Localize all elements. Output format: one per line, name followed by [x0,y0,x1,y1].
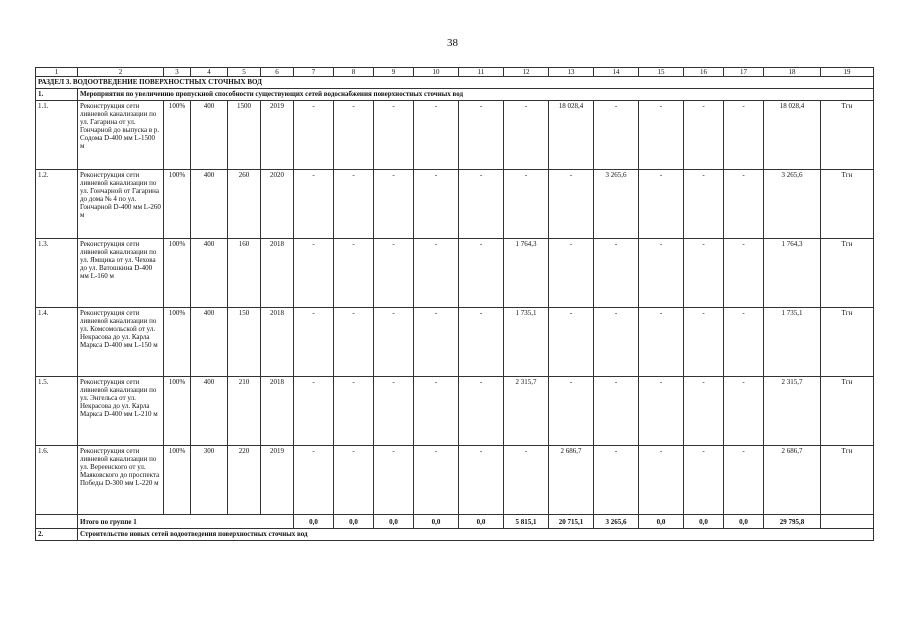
col-header: 11 [459,68,504,77]
cell: - [459,446,504,515]
col-header: 2 [78,68,164,77]
col-header: 18 [764,68,821,77]
cell: 2 686,7 [549,446,594,515]
cell: Тгн [821,377,874,446]
row-number: 1.5. [36,377,78,446]
cell: 400 [191,170,228,239]
cell: - [294,446,334,515]
total-cell: 0,0 [374,515,414,529]
table-row [36,239,874,308]
cell: 100% [164,101,191,170]
cell: - [684,308,724,377]
cell: 100% [164,377,191,446]
cell: 100% [164,170,191,239]
cell: - [374,101,414,170]
cell: - [414,377,459,446]
cell: - [334,308,374,377]
cell: Тгн [821,170,874,239]
group-title: Строительство новых сетей водоотведения поверхностных сточных вод [78,529,874,541]
cell: - [684,446,724,515]
cell: - [334,101,374,170]
cell: - [294,308,334,377]
cell: 100% [164,308,191,377]
cell: 2019 [261,446,294,515]
col-header: 1 [36,68,78,77]
cell: 2 686,7 [764,446,821,515]
cell: - [374,239,414,308]
table-row [36,170,874,239]
cell: - [294,377,334,446]
row-number: 1.1. [36,101,78,170]
cell: - [639,101,684,170]
cell: - [684,170,724,239]
row-description: Реконструкция сети ливневой канализации по ул. Гончарной от Гагарина до дома № 4 по ул. Гончарной D-400 мм L-260 м [78,170,164,239]
cell: Тгн [821,101,874,170]
cell: - [684,101,724,170]
cell: - [294,239,334,308]
group-row [36,89,874,101]
cell: - [374,446,414,515]
cell: 100% [164,239,191,308]
cell: - [414,170,459,239]
cell: - [639,377,684,446]
cell: - [459,308,504,377]
col-header: 15 [639,68,684,77]
cell: - [724,308,764,377]
col-header: 3 [164,68,191,77]
total-cell: 0,0 [459,515,504,529]
cell: 210 [228,377,261,446]
row-description: Реконструкция сети ливневой канализации по ул. Энгельса от ул. Некрасова до ул. Карла Маркса D-400 мм L-210 м [78,377,164,446]
col-header: 5 [228,68,261,77]
table-row [36,446,874,515]
group-total-row [36,515,874,529]
row-number: 1.4. [36,308,78,377]
col-header: 16 [684,68,724,77]
cell: - [724,101,764,170]
cell: 400 [191,377,228,446]
cell: - [459,239,504,308]
total-cell: 5 815,1 [504,515,549,529]
cell: 3 265,6 [764,170,821,239]
total-cell: 0,0 [414,515,459,529]
row-description: Реконструкция сети ливневой канализации по ул. Вереенского от ул. Маяковского до проспекта Победы D-300 мм L-220 м [78,446,164,515]
empty-cell [821,515,874,529]
total-cell: 0,0 [684,515,724,529]
row-description: Реконструкция сети ливневой канализации по ул. Комсомольской от ул. Некрасова до ул. Карла Маркса D-400 мм L-150 м [78,308,164,377]
cell: - [594,308,639,377]
total-label: Итого по группе 1 [78,515,294,529]
row-description: Реконструкция сети ливневой канализации по ул. Гагарина от ул. Гончарной до выпуска в р. Содома D-400 мм L-1500 м [78,101,164,170]
cell: - [414,308,459,377]
section-row [36,77,874,89]
col-header: 8 [334,68,374,77]
cell: - [414,101,459,170]
cell: 18 028,4 [549,101,594,170]
cell: 2018 [261,239,294,308]
cell: - [549,170,594,239]
page-number: 38 [447,37,458,49]
cell: - [334,446,374,515]
cell: - [414,446,459,515]
row-number: 1.3. [36,239,78,308]
cell: 1 764,3 [764,239,821,308]
cell: - [459,377,504,446]
cell: Тгн [821,308,874,377]
cell: 2020 [261,170,294,239]
cell: - [639,239,684,308]
group-number: 2. [36,529,78,541]
cell: Тгн [821,239,874,308]
empty-cell [36,515,78,529]
cell: - [684,239,724,308]
total-cell: 3 265,6 [594,515,639,529]
cell: 400 [191,101,228,170]
cell: - [594,446,639,515]
col-header: 10 [414,68,459,77]
cell: - [639,170,684,239]
col-header: 14 [594,68,639,77]
cell: 100% [164,446,191,515]
table-row [36,377,874,446]
col-header: 19 [821,68,874,77]
cell: 400 [191,308,228,377]
cell: - [639,446,684,515]
cell: Тгн [821,446,874,515]
cell: - [334,239,374,308]
cell: - [724,170,764,239]
group-number: 1. [36,89,78,101]
group-title: Мероприятия по увеличению пропускной способности существующих сетей водоснабжения поверхностных сточных вод [78,89,874,101]
cell: - [374,170,414,239]
cell: - [594,101,639,170]
table-row [36,308,874,377]
cell: - [684,377,724,446]
cell: 1500 [228,101,261,170]
cell: - [459,101,504,170]
cell: 2018 [261,377,294,446]
cell: - [724,377,764,446]
col-header: 17 [724,68,764,77]
cell: - [294,101,334,170]
cell: - [549,308,594,377]
cell: 300 [191,446,228,515]
cell: - [504,170,549,239]
cell: 1 764,3 [504,239,549,308]
cell: - [504,101,549,170]
total-cell: 0,0 [639,515,684,529]
cell: - [594,239,639,308]
cell: 2 315,7 [504,377,549,446]
cell: - [724,446,764,515]
cell: - [374,377,414,446]
col-header: 13 [549,68,594,77]
cell: - [414,239,459,308]
cell: 1 735,1 [504,308,549,377]
row-description: Реконструкция сети ливневой канализации по ул. Ямщика от ул. Чехова до ул. Ватошкина D-400 мм L-160 м [78,239,164,308]
cell: 2 315,7 [764,377,821,446]
cell: 160 [228,239,261,308]
cell: - [724,239,764,308]
cell: 2018 [261,308,294,377]
cell: - [294,170,334,239]
cell: - [334,377,374,446]
section-title: РАЗДЕЛ 3. ВОДООТВЕДЕНИЕ ПОВЕРХНОСТНЫХ СТОЧНЫХ ВОД [36,77,874,89]
investment-table [35,67,874,541]
row-number: 1.6. [36,446,78,515]
cell: 220 [228,446,261,515]
cell: - [504,446,549,515]
cell: - [549,239,594,308]
cell: 1 735,1 [764,308,821,377]
group-row [36,529,874,541]
total-cell: 0,0 [334,515,374,529]
total-cell: 0,0 [294,515,334,529]
cell: - [594,377,639,446]
cell: 400 [191,239,228,308]
column-number-row [36,68,874,77]
cell: 2019 [261,101,294,170]
cell: - [374,308,414,377]
cell: - [639,308,684,377]
row-number: 1.2. [36,170,78,239]
cell: 18 028,4 [764,101,821,170]
table-row [36,101,874,170]
cell: - [549,377,594,446]
total-cell: 29 795,8 [764,515,821,529]
total-cell: 20 715,1 [549,515,594,529]
col-header: 9 [374,68,414,77]
col-header: 6 [261,68,294,77]
cell: 3 265,6 [594,170,639,239]
cell: 150 [228,308,261,377]
col-header: 4 [191,68,228,77]
total-cell: 0,0 [724,515,764,529]
cell: - [459,170,504,239]
col-header: 12 [504,68,549,77]
col-header: 7 [294,68,334,77]
cell: - [334,170,374,239]
cell: 260 [228,170,261,239]
